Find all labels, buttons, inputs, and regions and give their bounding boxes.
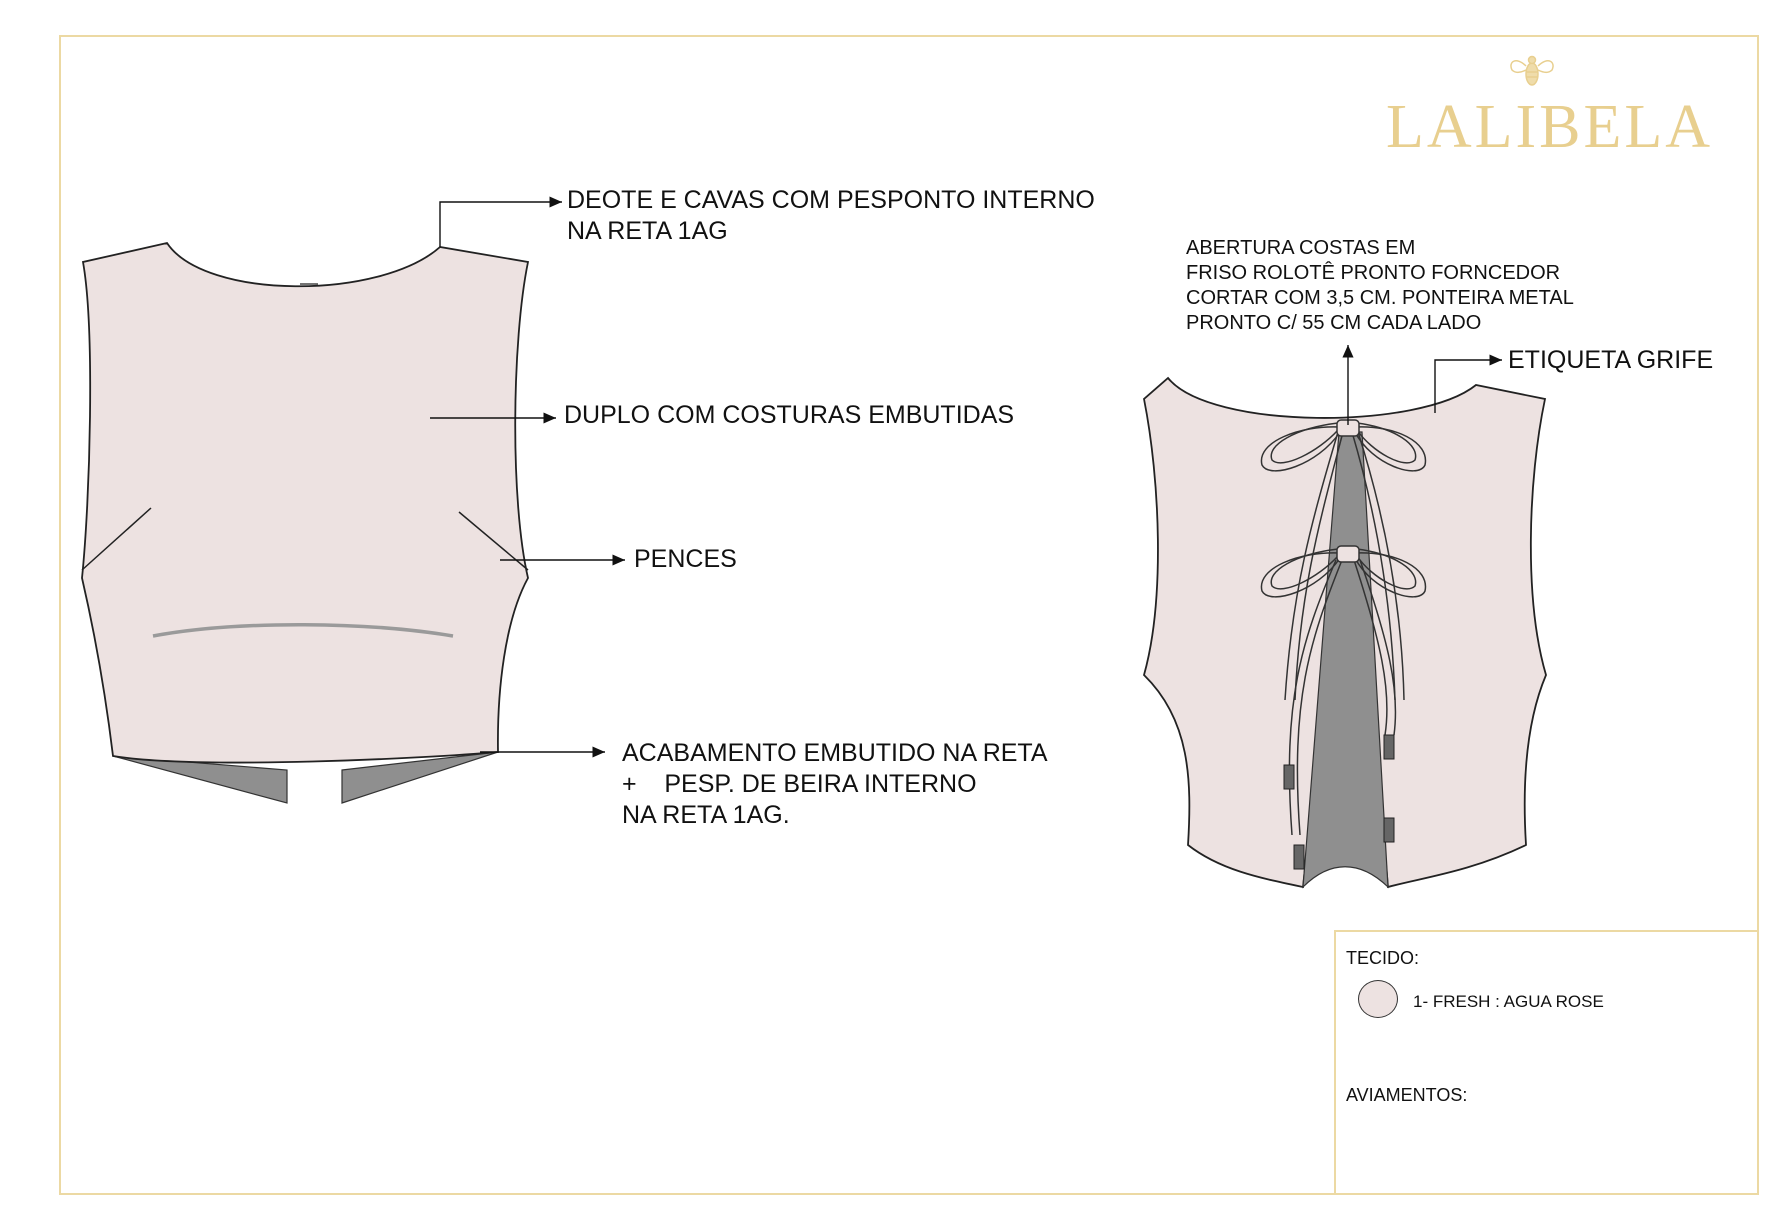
front-bodice	[82, 243, 528, 763]
annotation-brand-label: ETIQUETA GRIFE	[1508, 346, 1714, 374]
brand-logo-text: LALIBELA	[1386, 93, 1714, 161]
front-view	[82, 243, 528, 803]
annotation-double: DUPLO COM COSTURAS EMBUTIDAS	[564, 401, 1015, 429]
fabric-title: TECIDO:	[1346, 948, 1420, 968]
annotation-darts: PENCES	[634, 545, 737, 573]
spec-box	[1334, 930, 1759, 1195]
back-view	[1144, 378, 1546, 887]
fabric-item: 1- FRESH : AGUA ROSE	[1413, 992, 1604, 1011]
annotation-finish: ACABAMENTO EMBUTIDO NA RETA + PESP. DE BEIRA INTERNO NA RETA 1AG.	[622, 739, 1048, 829]
annotation-neckline: DEOTE E CAVAS COM PESPONTO INTERNO NA RETA 1AG	[567, 186, 1095, 245]
fabric-swatch	[1358, 980, 1398, 1018]
annotation-back-opening: ABERTURA COSTAS EM FRISO ROLOTÊ PRONTO FORNCEDOR CORTAR COM 3,5 CM. PONTEIRA METAL PRONTO C/ 55 CM CADA LADO	[1186, 237, 1574, 334]
trims-title: AVIAMENTOS:	[1346, 1085, 1468, 1105]
